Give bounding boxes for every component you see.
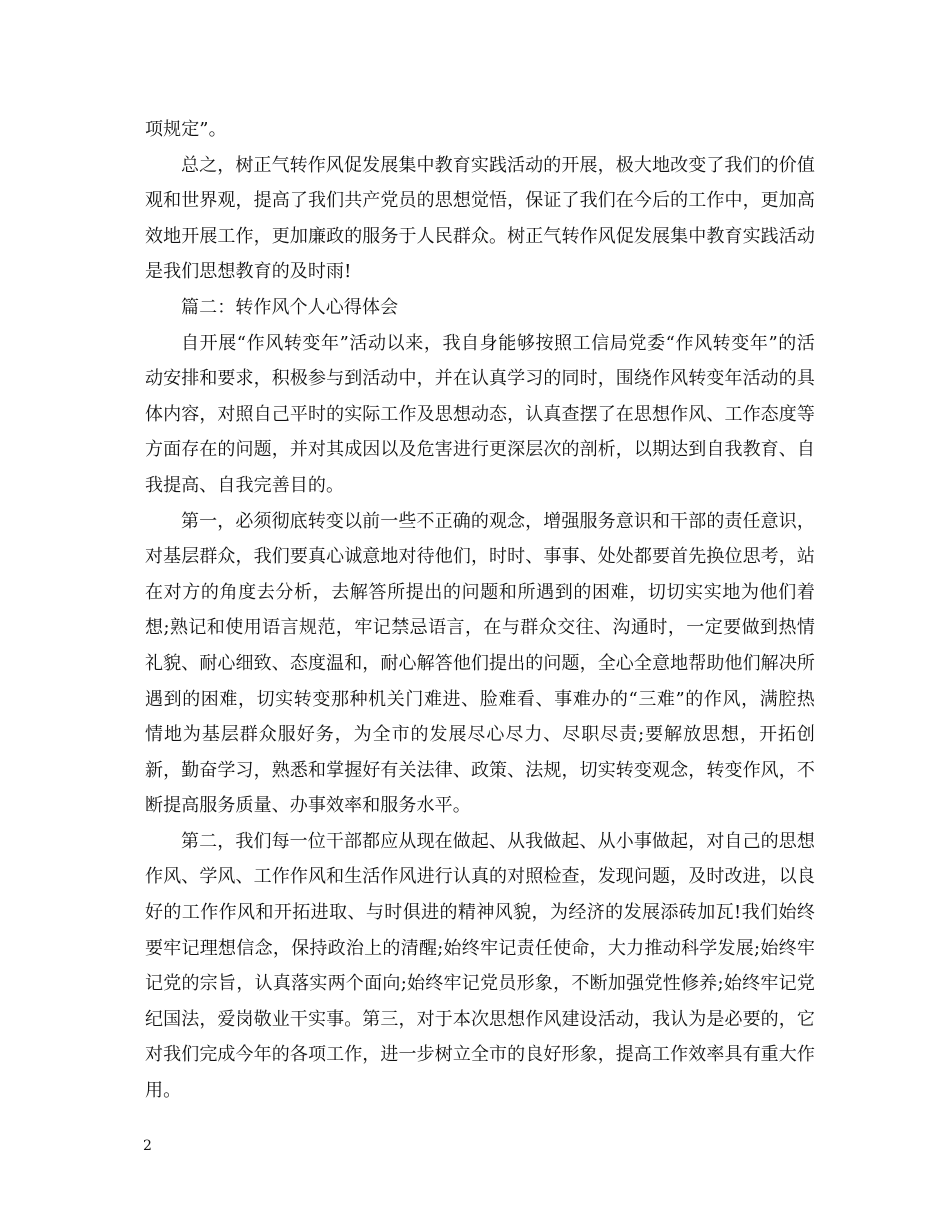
document-body xyxy=(145,112,815,1109)
paragraph-point-one: 第一，必须彻底转变以前一些不正确的观念，增强服务意识和干部的责任意识，对基层群众，我们要真心诚意地对待他们，时时、事事、处处都要首先换位思考，站在对方的角度去分析，去解答所提出的问题和所遇到的困难，切切实实地为他们着想;熟记和使用语言规范，牢记禁忌语言，在与群众交往、沟通时，一定要做到热情礼貌、耐心细致、态度温和，耐心解答他们提出的问题，全心全意地帮助他们解决所遇到的困难，切实转变那种机关门难进、脸难看、事难办的“三难”的作风，满腔热情地为基层群众服好务，为全市的发展尽心尽力、尽职尽责;要解放思想，开拓创新，勤奋学习，熟悉和掌握好有关法律、政策、法规，切实转变观念，转变作风，不断提高服务质量、办事效率和服务水平。 xyxy=(145,510,815,817)
paragraph-continuation: 项规定”。 xyxy=(145,119,227,140)
section-heading: 篇二：转作风个人心得体会 xyxy=(181,296,399,318)
paragraph-point-two: 第二，我们每一位干部都应从现在做起、从我做起、从小事做起，对自己的思想作风、学风、工作作风和生活作风进行认真的对照检查，发现问题，及时改进，以良好的工作作风和开拓进取、与时俱进的精神风貌，为经济的发展添砖加瓦!我们始终要牢记理想信念，保持政治上的清醒;始终牢记责任使命，大力推动科学发展;始终牢记党的宗旨，认真落实两个面向;始终牢记党员形象，不断加强党性修养;始终牢记党纪国法，爱岗敬业干实事。第三，对于本次思想作风建设活动，我认为是必要的，它对我们完成今年的各项工作，进一步树立全市的良好形象，提高工作效率具有重大作用。 xyxy=(145,830,815,1102)
paragraph-summary: 总之，树正气转作风促发展集中教育实践活动的开展，极大地改变了我们的价值观和世界观，提高了我们共产党员的思想觉悟，保证了我们在今后的工作中，更加高效地开展工作，更加廉政的服务于人民群众。树正气转作风促发展集中教育实践活动是我们思想教育的及时雨! xyxy=(145,154,815,283)
paragraph-introduction: 自开展“作风转变年”活动以来，我自身能够按照工信局党委“作风转变年”的活动安排和要求，积极参与到活动中，并在认真学习的同时，围绕作风转变年活动的具体内容，对照自己平时的实际工作及思想动态，认真查摆了在思想作风、工作态度等方面存在的问题，并对其成因以及危害进行更深层次的剖析，以期达到自我教育、自我提高、自我完善目的。 xyxy=(145,332,815,496)
page-number: 2 xyxy=(143,1138,152,1154)
